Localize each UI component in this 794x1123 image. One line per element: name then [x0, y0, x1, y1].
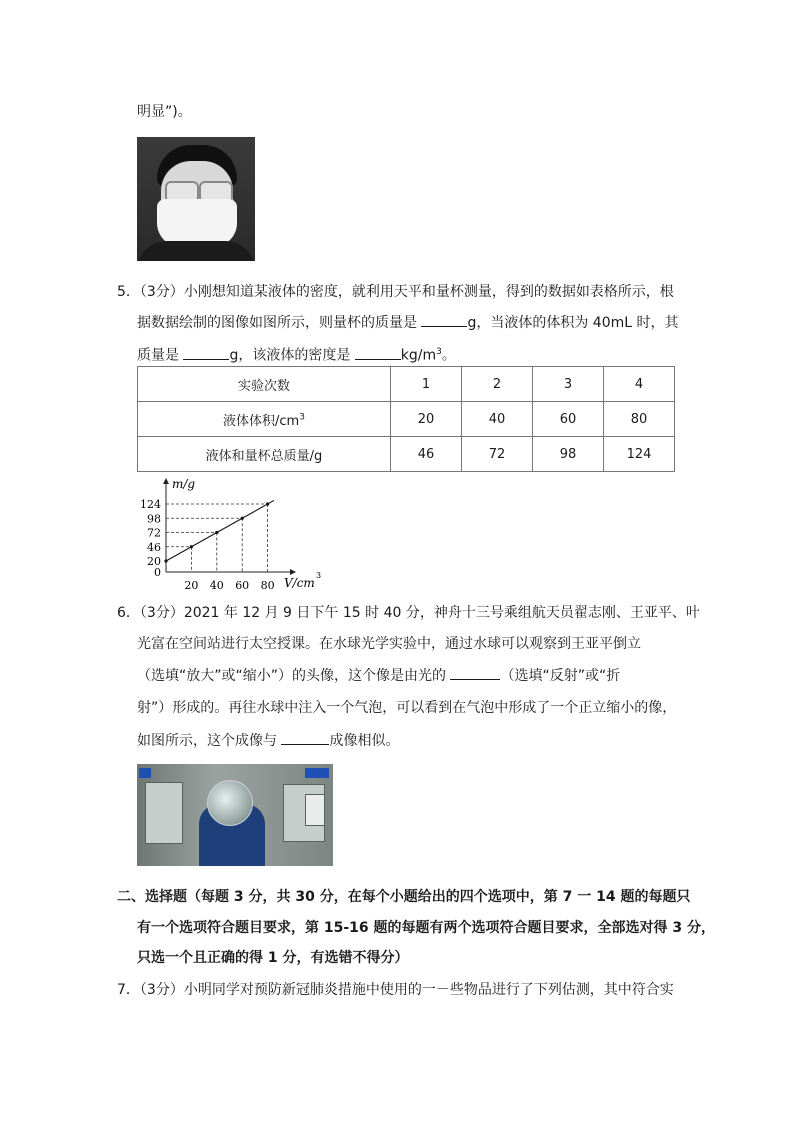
table-cell-label: 液体和量杯总质量/g — [138, 437, 391, 472]
data-point — [215, 531, 218, 534]
q4-tail-text: 明显”)。 — [137, 104, 192, 120]
section2-line3: 只选一个且正确的得 1 分，有选错不得分） — [137, 950, 409, 966]
table-cell: 2 — [462, 367, 533, 402]
student-mask-photo — [137, 137, 255, 261]
data-point — [241, 517, 244, 520]
table-cell: 80 — [604, 402, 675, 437]
section2-line2: 有一个选项符合题目要求，第 15-16 题的每题有两个选项符合题目要求，全部选对得 3 分， — [137, 920, 716, 936]
x-axis-label-sup: 3 — [316, 571, 322, 580]
q5-blank-cup-mass — [421, 312, 467, 327]
q5-line1: 5．（3分）小刚想知道某液体的密度，就利用天平和量杯测量，得到的数据如表格所示，根 — [117, 284, 674, 300]
q6-line2: 光富在空间站进行太空授课。在水球光学实验中，通过水球可以观察到王亚平倒立 — [137, 636, 641, 652]
x-tick-label: 80 — [260, 579, 275, 592]
data-point — [266, 502, 269, 505]
y-tick-label: 98 — [147, 512, 161, 526]
table-cell: 3 — [533, 367, 604, 402]
x-tick-label: 60 — [235, 579, 250, 592]
table-cell: 1 — [391, 367, 462, 402]
table-cell: 4 — [604, 367, 675, 402]
data-point — [164, 559, 167, 562]
data-line — [166, 500, 274, 561]
table-cell: 98 — [533, 437, 604, 472]
q6-blank-reflect-refract — [450, 665, 500, 680]
y-tick-label: 20 — [147, 555, 161, 569]
q5-line2: 据数据绘制的图像如图所示，则量杯的质量是 g，当液体的体积为 40mL 时，其 — [137, 312, 679, 333]
section2-line1: 二、选择题（每题 3 分，共 30 分，在每个小题给出的四个选项中，第 7 一 14 题的每题只 — [117, 889, 691, 905]
table-cell: 46 — [391, 437, 462, 472]
data-point — [190, 545, 193, 548]
y-axis-arrow — [163, 478, 169, 484]
table-cell-label: 液体体积$/cm^3$ — [138, 402, 391, 437]
experiment-data-table — [137, 366, 675, 472]
y-axis-label: m/g — [172, 477, 196, 491]
q5-line3: 质量是 g，该液体的密度是 $kg/m^3$。 — [137, 342, 456, 366]
table-cell: 72 — [462, 437, 533, 472]
table-cell: 实验次数 — [138, 367, 391, 402]
mass-volume-graph — [130, 470, 330, 592]
x-axis-label: V/cm — [284, 576, 315, 590]
q6-line1: 6．（3分）2021 年 12 月 9 日下午 15 时 40 分，神舟十三号乘组航天员翟志刚、王亚平、叶 — [117, 605, 700, 621]
space-station-photo — [137, 764, 333, 866]
q6-line5: 如图所示，这个成像与 成像相似。 — [137, 730, 399, 751]
q7-line1: 7．（3分）小明同学对预防新冠肺炎措施中使用的一－些物品进行了下列估测，其中符合实 — [117, 982, 674, 998]
table-cell: 40 — [462, 402, 533, 437]
q5-blank-density — [355, 345, 401, 360]
y-tick-label: 124 — [140, 498, 161, 511]
y-tick-label: 46 — [147, 540, 161, 554]
table-row-mass — [138, 437, 675, 472]
table-row-header — [138, 367, 675, 402]
q6-line3: （选填“放大”或“缩小”）的头像，这个像是由光的 （选填“反射”或“折 — [137, 665, 620, 686]
x-tick-label: 20 — [184, 579, 199, 592]
table-cell: 60 — [533, 402, 604, 437]
x-axis-arrow — [290, 569, 296, 575]
y-tick-label: 0 — [154, 566, 161, 579]
x-tick-label: 40 — [209, 579, 224, 592]
q5-blank-mass-40ml — [183, 345, 229, 360]
y-tick-label: 72 — [147, 526, 161, 540]
table-cell: 20 — [391, 402, 462, 437]
table-cell: 124 — [604, 437, 675, 472]
table-row-volume — [138, 402, 675, 437]
q6-blank-device — [281, 730, 329, 745]
q6-line4: 射”）形成的。再往水球中注入一个气泡，可以看到在气泡中形成了一个正立缩小的像， — [137, 700, 677, 716]
